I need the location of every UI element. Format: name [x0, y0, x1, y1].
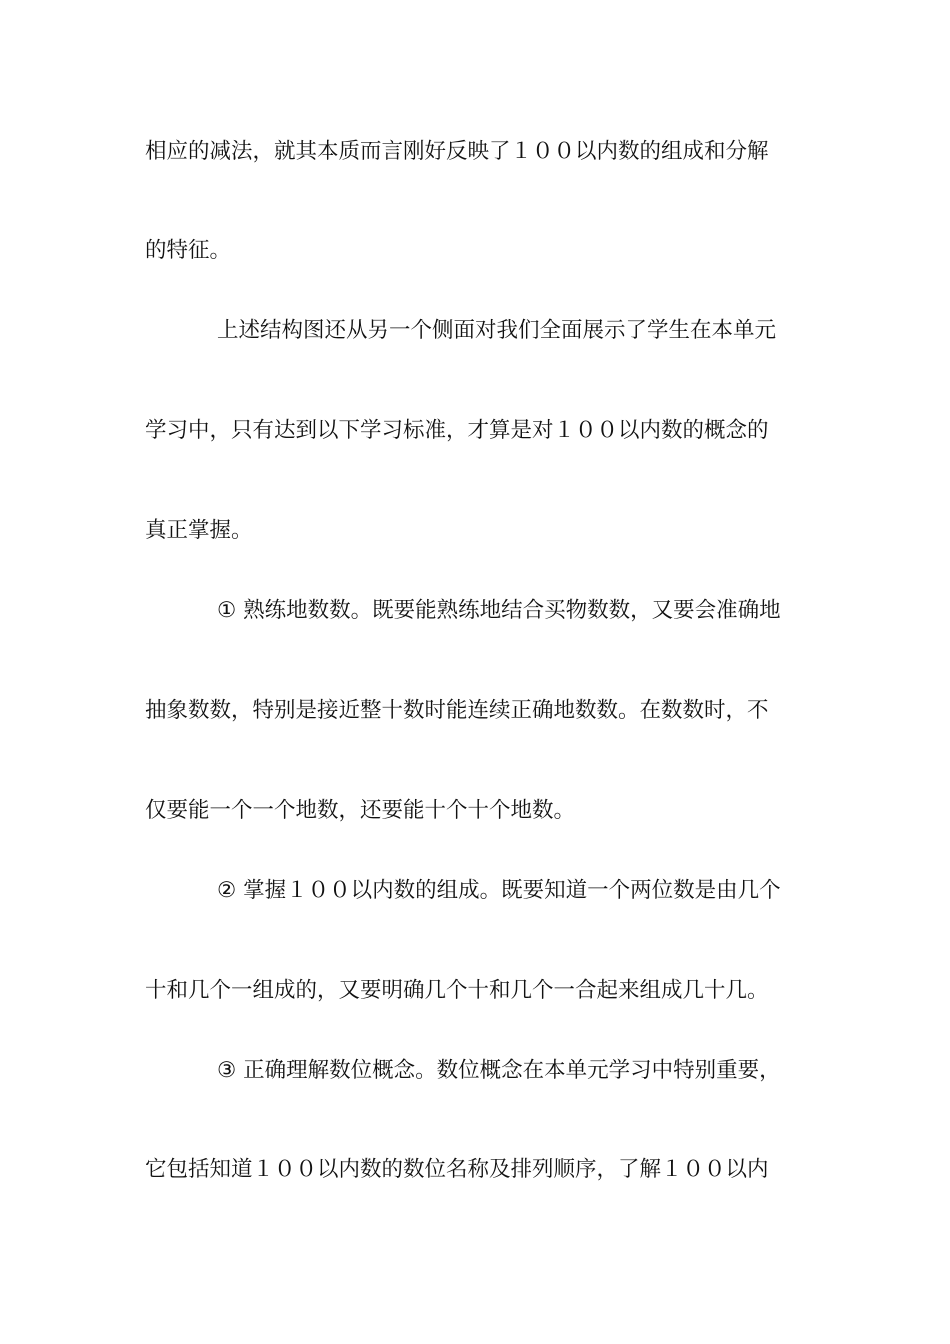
paragraph-start-line: 上述结构图还从另一个侧面对我们全面展示了学生在本单元 [217, 318, 777, 343]
list-item-3-line: ③ 正确理解数位概念。数位概念在本单元学习中特别重要， [217, 1058, 781, 1083]
text-line: 学习中，只有达到以下学习标准，才算是对１００以内数的概念的 [145, 418, 769, 443]
text-line: 仅要能一个一个地数，还要能十个十个地数。 [145, 798, 576, 823]
text-line: 真正掌握。 [145, 518, 253, 543]
text-line: 的特征。 [145, 238, 232, 263]
text-line: 相应的减法，就其本质而言刚好反映了１００以内数的组成和分解 [145, 139, 769, 164]
text-line: 十和几个一组成的，又要明确几个十和几个一合起来组成几十几。 [145, 978, 769, 1003]
text-line: 它包括知道１００以内数的数位名称及排列顺序，了解１００以内 [145, 1157, 769, 1182]
text-line: 抽象数数，特别是接近整十数时能连续正确地数数。在数数时，不 [145, 698, 769, 723]
list-item-1-line: ① 熟练地数数。既要能熟练地结合买物数数，又要会准确地 [217, 598, 781, 623]
list-item-2-line: ② 掌握１００以内数的组成。既要知道一个两位数是由几个 [217, 878, 781, 903]
